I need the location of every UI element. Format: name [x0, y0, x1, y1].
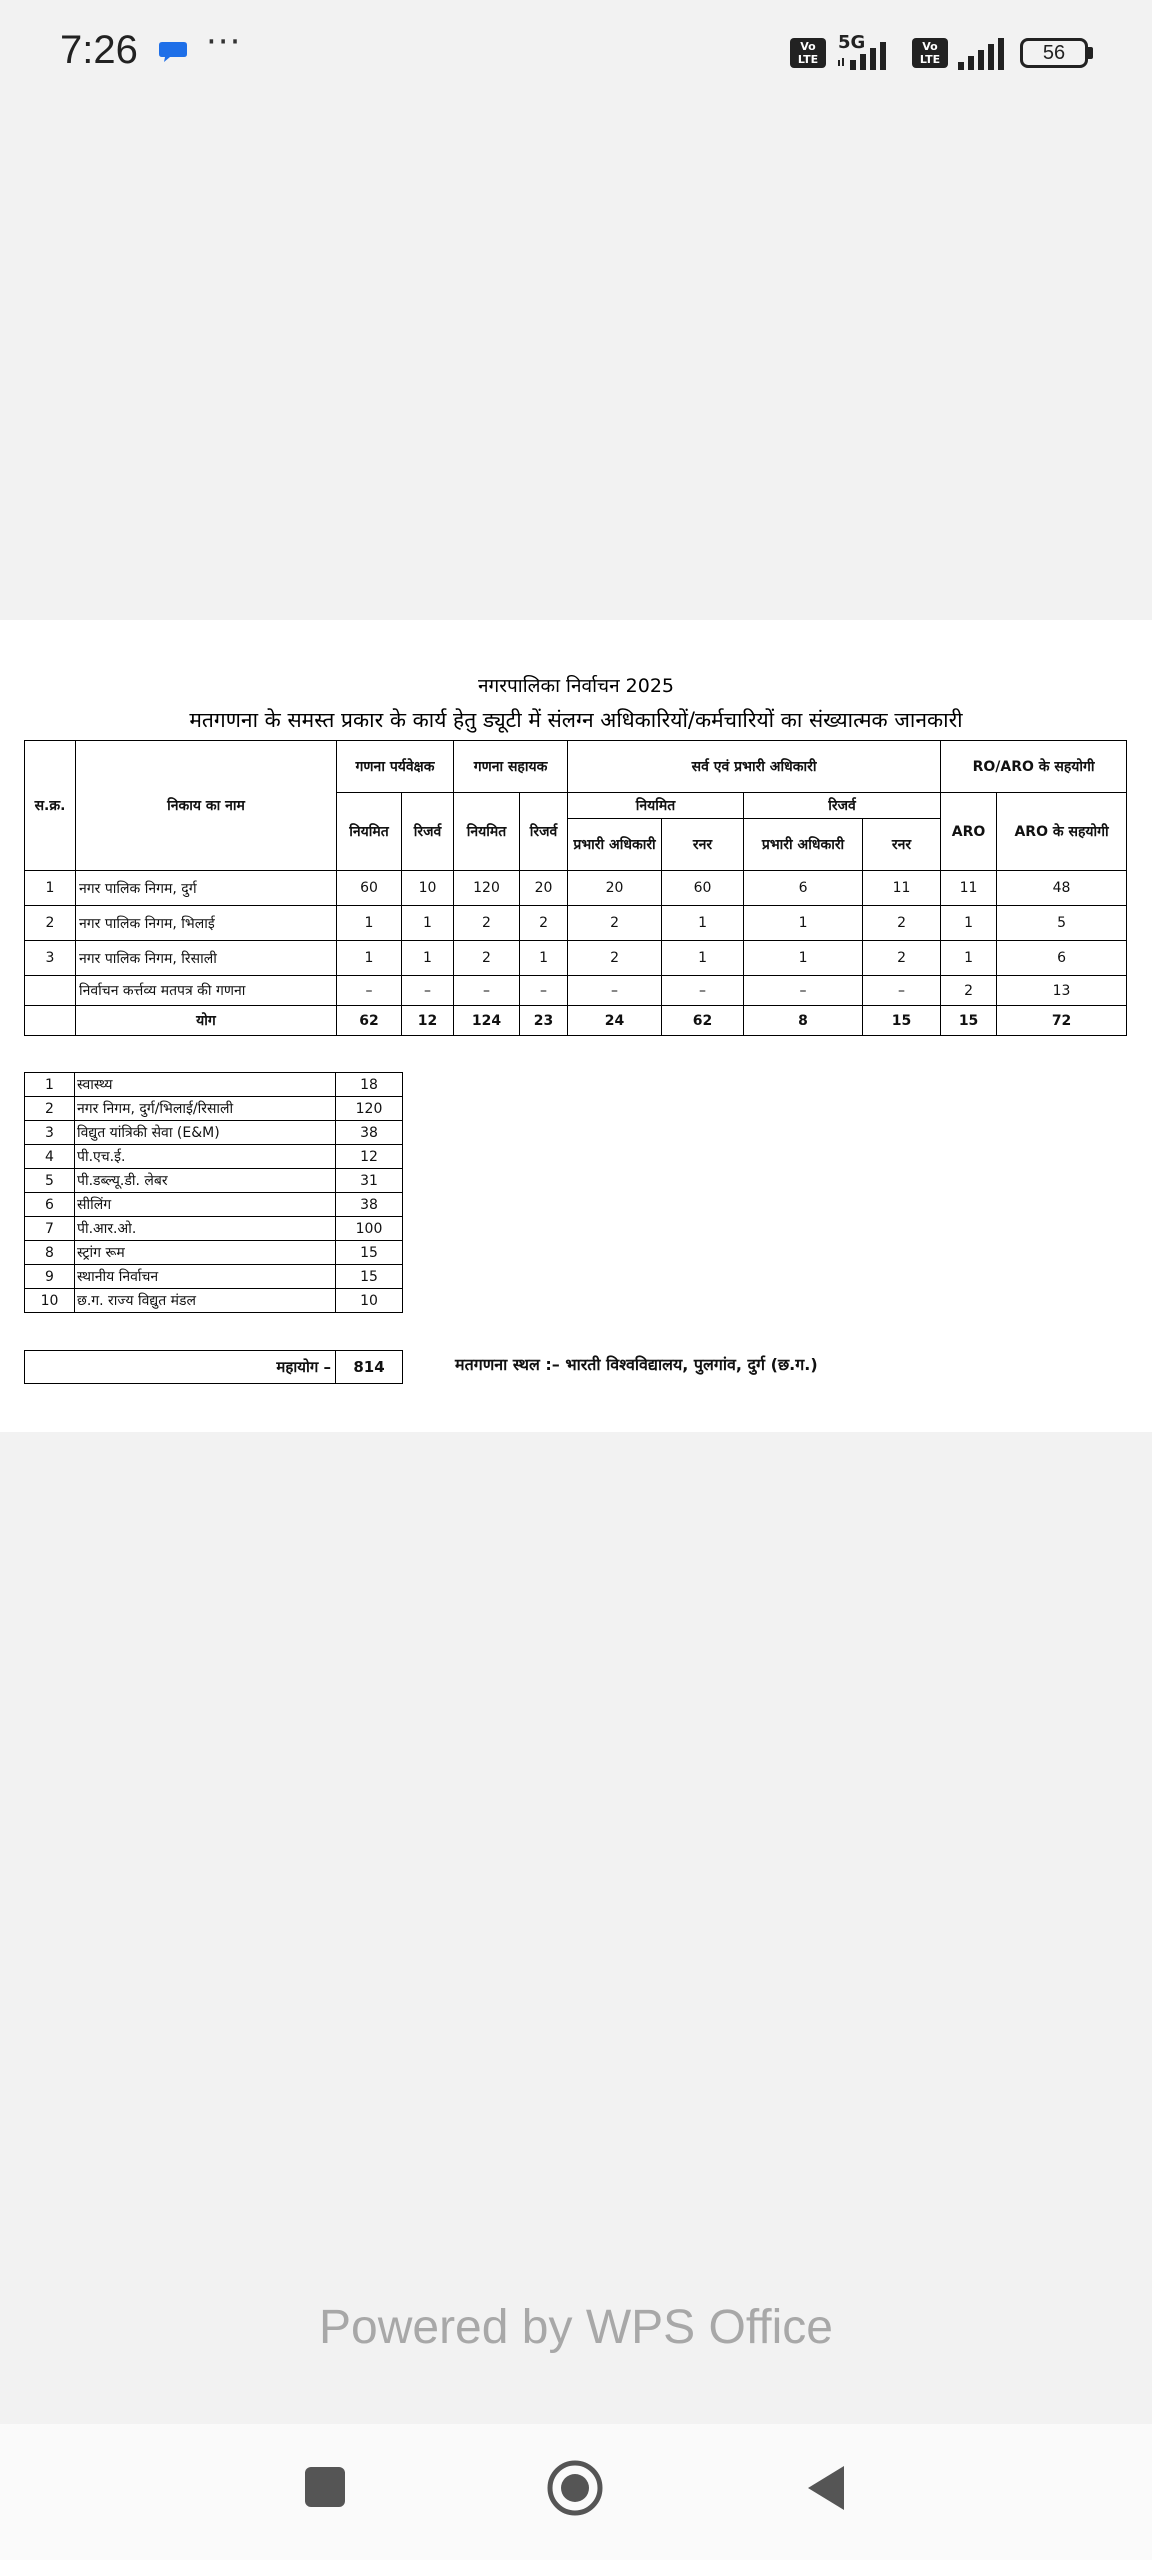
cell-value: –	[402, 976, 454, 1006]
header-runner: रनर	[863, 819, 941, 871]
cell-body-name: नगर पालिक निगम, रिसाली	[76, 941, 337, 976]
cell-value: –	[568, 976, 662, 1006]
header-sno: स.क्र.	[25, 741, 76, 871]
dept-count: 12	[336, 1145, 403, 1169]
list-item	[25, 1265, 403, 1289]
cell-value: 1	[744, 941, 863, 976]
dept-count: 18	[336, 1073, 403, 1097]
cell-total: 62	[662, 1006, 744, 1036]
header-aro: ARO	[941, 793, 997, 871]
table-row	[25, 976, 1127, 1006]
back-icon[interactable]	[806, 2464, 846, 2512]
volte-icon: Vo LTE	[790, 38, 826, 68]
document-title: नगरपालिका निर्वाचन 2025	[477, 675, 675, 697]
dept-name: छ.ग. राज्य विद्युत मंडल	[75, 1289, 336, 1313]
dept-name: स्थानीय निर्वाचन	[75, 1265, 336, 1289]
dept-sno: 5	[25, 1169, 75, 1193]
dept-count: 10	[336, 1289, 403, 1313]
dept-sno: 4	[25, 1145, 75, 1169]
cell-value: 1	[337, 906, 402, 941]
list-item	[25, 1145, 403, 1169]
recent-apps-icon[interactable]	[304, 2466, 346, 2508]
cell-value: –	[337, 976, 402, 1006]
cell-total: 72	[997, 1006, 1127, 1036]
dept-name: स्ट्रांग रूम	[75, 1241, 336, 1265]
cell-value: 2	[454, 941, 520, 976]
table-row	[25, 941, 1127, 976]
department-count-table	[24, 1072, 403, 1313]
more-notifications-icon: ···	[206, 22, 242, 62]
total-label: योग	[76, 1006, 337, 1036]
cell-value: –	[662, 976, 744, 1006]
header-ro-aro-assistants: RO/ARO के सहयोगी	[941, 741, 1127, 793]
cell-body-name: नगर पालिक निगम, दुर्ग	[76, 871, 337, 906]
cell-total: 23	[520, 1006, 568, 1036]
cell-value: 5	[997, 906, 1127, 941]
cell-value: 1	[402, 941, 454, 976]
cell-total: 62	[337, 1006, 402, 1036]
header-reserve: रिजर्व	[402, 793, 454, 871]
counting-venue: मतगणना स्थल :– भारती विश्वविद्यालय, पुलगांव, दुर्ग (छ.ग.)	[455, 1355, 818, 1374]
battery-icon: 56	[1020, 38, 1088, 68]
dept-sno: 10	[25, 1289, 75, 1313]
cell-value: 1	[941, 906, 997, 941]
list-item	[25, 1073, 403, 1097]
grand-total-table	[24, 1350, 403, 1384]
cell-value: 1	[337, 941, 402, 976]
home-icon[interactable]	[546, 2459, 604, 2517]
dept-name: नगर निगम, दुर्ग/भिलाई/रिसाली	[75, 1097, 336, 1121]
table-row	[25, 906, 1127, 941]
status-bar	[0, 0, 1152, 110]
cell-total: 15	[941, 1006, 997, 1036]
cell-body-name: नगर पालिक निगम, भिलाई	[76, 906, 337, 941]
cell-sno: 2	[25, 906, 76, 941]
cell-value: 13	[997, 976, 1127, 1006]
list-item	[25, 1097, 403, 1121]
staff-summary-table	[24, 740, 1127, 1036]
cell-total: 8	[744, 1006, 863, 1036]
cell-value: 60	[662, 871, 744, 906]
cell-body-name: निर्वाचन कर्त्तव्य मतपत्र की गणना	[76, 976, 337, 1006]
header-regular: नियमित	[454, 793, 520, 871]
cell-value: 1	[662, 906, 744, 941]
dept-sno: 7	[25, 1217, 75, 1241]
wps-watermark: Powered by WPS Office	[319, 2301, 833, 2354]
cell-value: 1	[662, 941, 744, 976]
dept-name: विद्युत यांत्रिकी सेवा (E&M)	[75, 1121, 336, 1145]
document-subtitle: मतगणना के समस्त प्रकार के कार्य हेतु ड्यूटी में संलग्न अधिकारियों/कर्मचारियों का संख्यात्मक जानकारी	[189, 708, 963, 732]
cell-value: 2	[863, 906, 941, 941]
cell-value: 10	[402, 871, 454, 906]
cell-total: 24	[568, 1006, 662, 1036]
cell-value: 1	[402, 906, 454, 941]
header-runner: रनर	[662, 819, 744, 871]
cell-value: 20	[568, 871, 662, 906]
dept-count: 38	[336, 1121, 403, 1145]
cell-value: 11	[863, 871, 941, 906]
list-item	[25, 1169, 403, 1193]
cell-value: 1	[941, 941, 997, 976]
grand-total-label: महायोग –	[25, 1351, 336, 1384]
dept-name: पी.आर.ओ.	[75, 1217, 336, 1241]
cell-value: –	[454, 976, 520, 1006]
volte-icon: Vo LTE	[912, 38, 948, 68]
cell-value: 1	[744, 906, 863, 941]
clock: 7:26	[60, 28, 138, 72]
navigation-bar	[0, 2424, 1152, 2560]
cell-value: 1	[520, 941, 568, 976]
network-type-label: 5G	[838, 32, 866, 53]
header-reserve: रिजर्व	[744, 793, 941, 819]
dept-sno: 6	[25, 1193, 75, 1217]
dept-count: 31	[336, 1169, 403, 1193]
header-all-in-charge: सर्व एवं प्रभारी अधिकारी	[568, 741, 941, 793]
header-aro-assistants: ARO के सहयोगी	[997, 793, 1127, 871]
cell-value: 6	[997, 941, 1127, 976]
grand-total-value: 814	[336, 1351, 403, 1384]
header-regular: नियमित	[337, 793, 402, 871]
message-notification-icon	[158, 40, 188, 64]
dept-sno: 2	[25, 1097, 75, 1121]
cell-value: 60	[337, 871, 402, 906]
cell-value: 120	[454, 871, 520, 906]
signal-strength-icon-1	[836, 36, 902, 72]
total-row	[25, 1006, 1127, 1036]
cell-sno: 1	[25, 871, 76, 906]
cell-sno: 3	[25, 941, 76, 976]
list-item	[25, 1193, 403, 1217]
cell-sno	[25, 976, 76, 1006]
dept-name: पी.डब्ल्यू.डी. लेबर	[75, 1169, 336, 1193]
battery-tip	[1088, 47, 1093, 59]
dept-sno: 9	[25, 1265, 75, 1289]
cell-total: 124	[454, 1006, 520, 1036]
dept-name: स्वास्थ्य	[75, 1073, 336, 1097]
dept-count: 120	[336, 1097, 403, 1121]
list-item	[25, 1289, 403, 1313]
list-item	[25, 1241, 403, 1265]
list-item	[25, 1217, 403, 1241]
cell-value: 2	[568, 941, 662, 976]
cell-value: 6	[744, 871, 863, 906]
dept-name: सीलिंग	[75, 1193, 336, 1217]
dept-sno: 3	[25, 1121, 75, 1145]
dept-count: 15	[336, 1265, 403, 1289]
cell-empty	[25, 1006, 76, 1036]
document-page[interactable]	[0, 620, 1152, 1432]
cell-value: 2	[863, 941, 941, 976]
signal-strength-icon-2	[956, 36, 1006, 72]
dept-count: 100	[336, 1217, 403, 1241]
cell-value: 20	[520, 871, 568, 906]
cell-value: 2	[454, 906, 520, 941]
dept-sno: 1	[25, 1073, 75, 1097]
header-body-name: निकाय का नाम	[76, 741, 337, 871]
cell-total: 15	[863, 1006, 941, 1036]
cell-value: –	[744, 976, 863, 1006]
list-item	[25, 1121, 403, 1145]
cell-value: 2	[568, 906, 662, 941]
header-regular: नियमित	[568, 793, 744, 819]
header-counting-supervisor: गणना पर्यवेक्षक	[337, 741, 454, 793]
cell-value: 2	[941, 976, 997, 1006]
cell-value: 11	[941, 871, 997, 906]
cell-value: –	[863, 976, 941, 1006]
table-row	[25, 871, 1127, 906]
header-reserve: रिजर्व	[520, 793, 568, 871]
cell-value: 2	[520, 906, 568, 941]
header-in-charge-officer: प्रभारी अधिकारी	[568, 819, 662, 871]
cell-value: 48	[997, 871, 1127, 906]
header-in-charge-officer: प्रभारी अधिकारी	[744, 819, 863, 871]
dept-count: 15	[336, 1241, 403, 1265]
cell-total: 12	[402, 1006, 454, 1036]
dept-count: 38	[336, 1193, 403, 1217]
cell-value: –	[520, 976, 568, 1006]
dept-sno: 8	[25, 1241, 75, 1265]
dept-name: पी.एच.ई.	[75, 1145, 336, 1169]
header-counting-assistant: गणना सहायक	[454, 741, 568, 793]
